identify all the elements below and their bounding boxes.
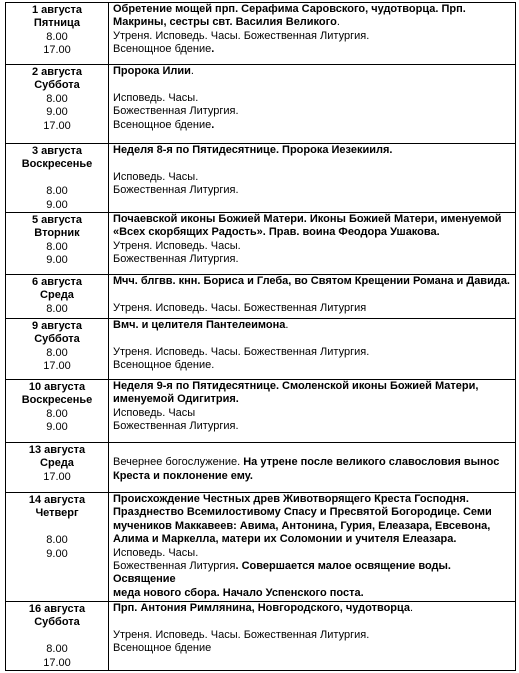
service-line (113, 184, 512, 197)
text-segment: Утреня. Исповедь. Часы. (113, 239, 241, 252)
text-segment: Вечернее богослужение. (113, 456, 244, 469)
text-segment: Мчч. блгвв. кнн. Бориса и Глеба, во Святом Крещении Романа и Давида. (113, 274, 510, 287)
feast-title-line (113, 319, 512, 332)
text-segment: . (211, 43, 215, 56)
weekday-label: Среда (40, 289, 74, 302)
text-segment: Утреня. Исповедь. Часы. Божественная Литургия. (113, 29, 370, 42)
text-segment: Происхождение Честных древ Животворящего Креста Господня. (113, 492, 469, 505)
event-cell (109, 274, 516, 318)
text-segment: Утреня. Исповедь. Часы. Божественная Литургия. (113, 628, 370, 641)
feast-title-line (113, 380, 512, 393)
feast-title-line (113, 533, 512, 546)
text-segment: Пророка Илии (113, 65, 191, 77)
service-time: 9.00 (46, 421, 68, 434)
date-cell (6, 144, 109, 213)
text-segment: Божественная Литургия (113, 559, 236, 572)
schedule-row (6, 65, 516, 144)
date-cell (6, 379, 109, 442)
feast-title-line (113, 226, 512, 239)
service-time: 17.00 (43, 44, 71, 57)
service-time: 17.00 (43, 656, 71, 669)
date-cell (6, 442, 109, 492)
service-time: 9.00 (46, 198, 68, 211)
weekday-label: Четверг (35, 507, 79, 520)
text-segment: Всенощное бдение (113, 118, 212, 131)
service-line (113, 253, 512, 266)
text-segment: . (285, 318, 289, 331)
weekday-label: Пятница (33, 17, 81, 30)
event-cell (109, 65, 516, 144)
text-segment: мучеников Маккавеев: Авима, Антонина, Гурия, Елеазара, Евсевона, (113, 519, 491, 532)
feast-title-line (113, 393, 512, 406)
text-segment: Божественная Литургия. (113, 184, 239, 197)
text-segment: Исповедь. Часы. (113, 91, 199, 104)
text-segment: Алима и Маркелла, матери их Соломонии и учителя Елеазара. (113, 533, 457, 546)
event-cell (109, 601, 516, 670)
text-segment: Божественная Литургия. (113, 105, 239, 118)
service-line (113, 346, 512, 359)
text-segment: Почаевской иконы Божией Матери. Иконы Божией Матери, именуемой (113, 212, 502, 225)
feast-title-line (113, 470, 512, 483)
text-segment: Исповедь. Часы. (113, 546, 199, 559)
service-line (113, 547, 512, 560)
weekday-label: Среда (40, 457, 74, 470)
service-line (113, 420, 512, 433)
date-cell (6, 601, 109, 670)
text-segment: Вмч. и целителя Пантелеимона (113, 318, 286, 331)
service-line (113, 43, 512, 56)
feast-title-line (113, 78, 512, 91)
text-segment: Макрины, сестры свт. Василия Великого (113, 16, 337, 29)
date-cell (6, 274, 109, 318)
text-segment: Неделя 8-я по Пятидесятнице. Пророка Иезекииля. (113, 144, 393, 156)
text-segment: Исповедь. Часы. (113, 170, 199, 183)
feast-title-line (113, 65, 512, 78)
service-time: 8.00 (46, 240, 68, 253)
date-label: 3 августа (31, 145, 83, 157)
text-segment: именуемой Одигитрия. (113, 393, 239, 406)
date-label: 1 августа (31, 4, 83, 16)
service-line (113, 92, 512, 105)
feast-title-line (113, 602, 512, 615)
text-segment: Всенощное бдение (113, 43, 212, 56)
spacer (6, 521, 108, 534)
text-segment: . (410, 601, 414, 614)
feast-title-line (113, 443, 512, 456)
feast-title-line (113, 332, 512, 345)
feast-title-line (113, 3, 512, 16)
schedule-row (6, 492, 516, 601)
text-segment: Неделя 9-я по Пятидесятнице. Смоленской иконы Божией Матери, (113, 379, 479, 392)
service-time: 8.00 (46, 185, 68, 198)
feast-title-line (113, 157, 512, 170)
weekday-label: Воскресенье (21, 158, 93, 171)
spacer (6, 172, 108, 185)
text-segment: Божественная Литургия. (113, 253, 239, 266)
spacer (6, 630, 108, 643)
schedule-row (6, 3, 516, 65)
text-segment: «Всех скорбящих Радость». Прав. воина Феодора Ушакова. (113, 226, 440, 239)
feast-title-line (113, 213, 512, 226)
date-label: 16 августа (28, 602, 86, 615)
service-line (113, 105, 512, 118)
date-cell (6, 492, 109, 601)
date-label: 10 августа (28, 380, 86, 393)
feast-title-line (113, 456, 512, 469)
text-segment: Всенощное бдение (113, 642, 212, 655)
service-time: 8.00 (46, 407, 68, 420)
date-cell (6, 3, 109, 65)
schedule-row (6, 318, 516, 379)
schedule-row (6, 442, 516, 492)
service-line (113, 171, 512, 184)
service-time: 17.00 (43, 360, 71, 373)
service-line (113, 629, 512, 642)
service-line (113, 30, 512, 43)
text-segment: Утреня. Исповедь. Часы. Божественная Литургия (113, 301, 367, 314)
date-cell (6, 212, 109, 274)
feast-title-line (113, 16, 512, 29)
date-cell (6, 65, 109, 144)
text-segment: Божественная Литургия. (113, 420, 239, 433)
service-time: 9.00 (46, 106, 68, 119)
service-time: 8.00 (46, 643, 68, 656)
event-cell (109, 144, 516, 213)
weekday-label: Суббота (34, 79, 80, 92)
weekday-label: Вторник (34, 227, 80, 240)
service-time: 8.00 (46, 92, 68, 105)
schedule-table (5, 2, 516, 671)
schedule-row (6, 379, 516, 442)
event-cell (109, 442, 516, 492)
text-segment: Утреня. Исповедь. Часы. Божественная Литургия. (113, 345, 370, 358)
schedule-row (6, 274, 516, 318)
text-segment: Прп. Антония Римлянина, Новгородского, чудотворца (113, 601, 411, 614)
service-line (113, 587, 512, 600)
feast-title-line (113, 493, 512, 506)
schedule-row (6, 601, 516, 670)
text-segment: . (211, 118, 215, 131)
date-label: 14 августа (28, 493, 86, 506)
text-segment: Празднество Всемилостивому Спасу и Пресвятой Богородице. Семи (113, 506, 492, 519)
weekday-label: Суббота (34, 333, 80, 346)
date-cell (6, 318, 109, 379)
service-time: 17.00 (43, 119, 71, 132)
service-line (113, 560, 512, 587)
service-time: 8.00 (46, 534, 68, 547)
service-line (113, 240, 512, 253)
date-label: 13 августа (28, 443, 86, 456)
text-segment: . (336, 16, 340, 29)
event-cell (109, 318, 516, 379)
date-label: 5 августа (31, 213, 83, 226)
service-time: 17.00 (43, 470, 71, 483)
service-line (113, 407, 512, 420)
service-line (113, 359, 512, 372)
service-time: 8.00 (46, 302, 68, 315)
feast-title-line (113, 144, 512, 157)
text-segment: Обретение мощей прп. Серафима Саровского, чудотворца. Прп. (113, 3, 466, 15)
weekday-label: Суббота (34, 616, 80, 629)
text-segment: Исповедь. Часы (113, 406, 196, 419)
date-label: 9 августа (31, 319, 83, 332)
service-time: 9.00 (46, 547, 68, 560)
service-line (113, 642, 512, 655)
feast-title-line (113, 288, 512, 301)
text-segment: . Совершается малое освящение воды. Освящение (113, 559, 451, 586)
service-line (113, 119, 512, 132)
date-label: 6 августа (31, 275, 83, 288)
event-cell (109, 3, 516, 65)
feast-title-line (113, 520, 512, 533)
feast-title-line (113, 506, 512, 519)
event-cell (109, 379, 516, 442)
text-segment: . (190, 65, 194, 77)
schedule-row (6, 144, 516, 213)
date-label: 2 августа (31, 66, 83, 78)
text-segment: Креста и поклонение ему. (113, 469, 253, 482)
text-segment: Всенощное бдение. (113, 359, 215, 372)
event-cell (109, 212, 516, 274)
service-time: 8.00 (46, 346, 68, 359)
weekday-label: Воскресенье (21, 394, 93, 407)
event-cell (109, 492, 516, 601)
service-time: 8.00 (46, 30, 68, 43)
text-segment: меда нового сбора. Начало Успенского поста. (113, 586, 364, 599)
feast-title-line (113, 275, 512, 288)
service-line (113, 302, 512, 315)
feast-title-line (113, 615, 512, 628)
schedule-row (6, 212, 516, 274)
service-time: 9.00 (46, 254, 68, 267)
text-segment: На утрене после великого славословия вынос (243, 456, 500, 469)
